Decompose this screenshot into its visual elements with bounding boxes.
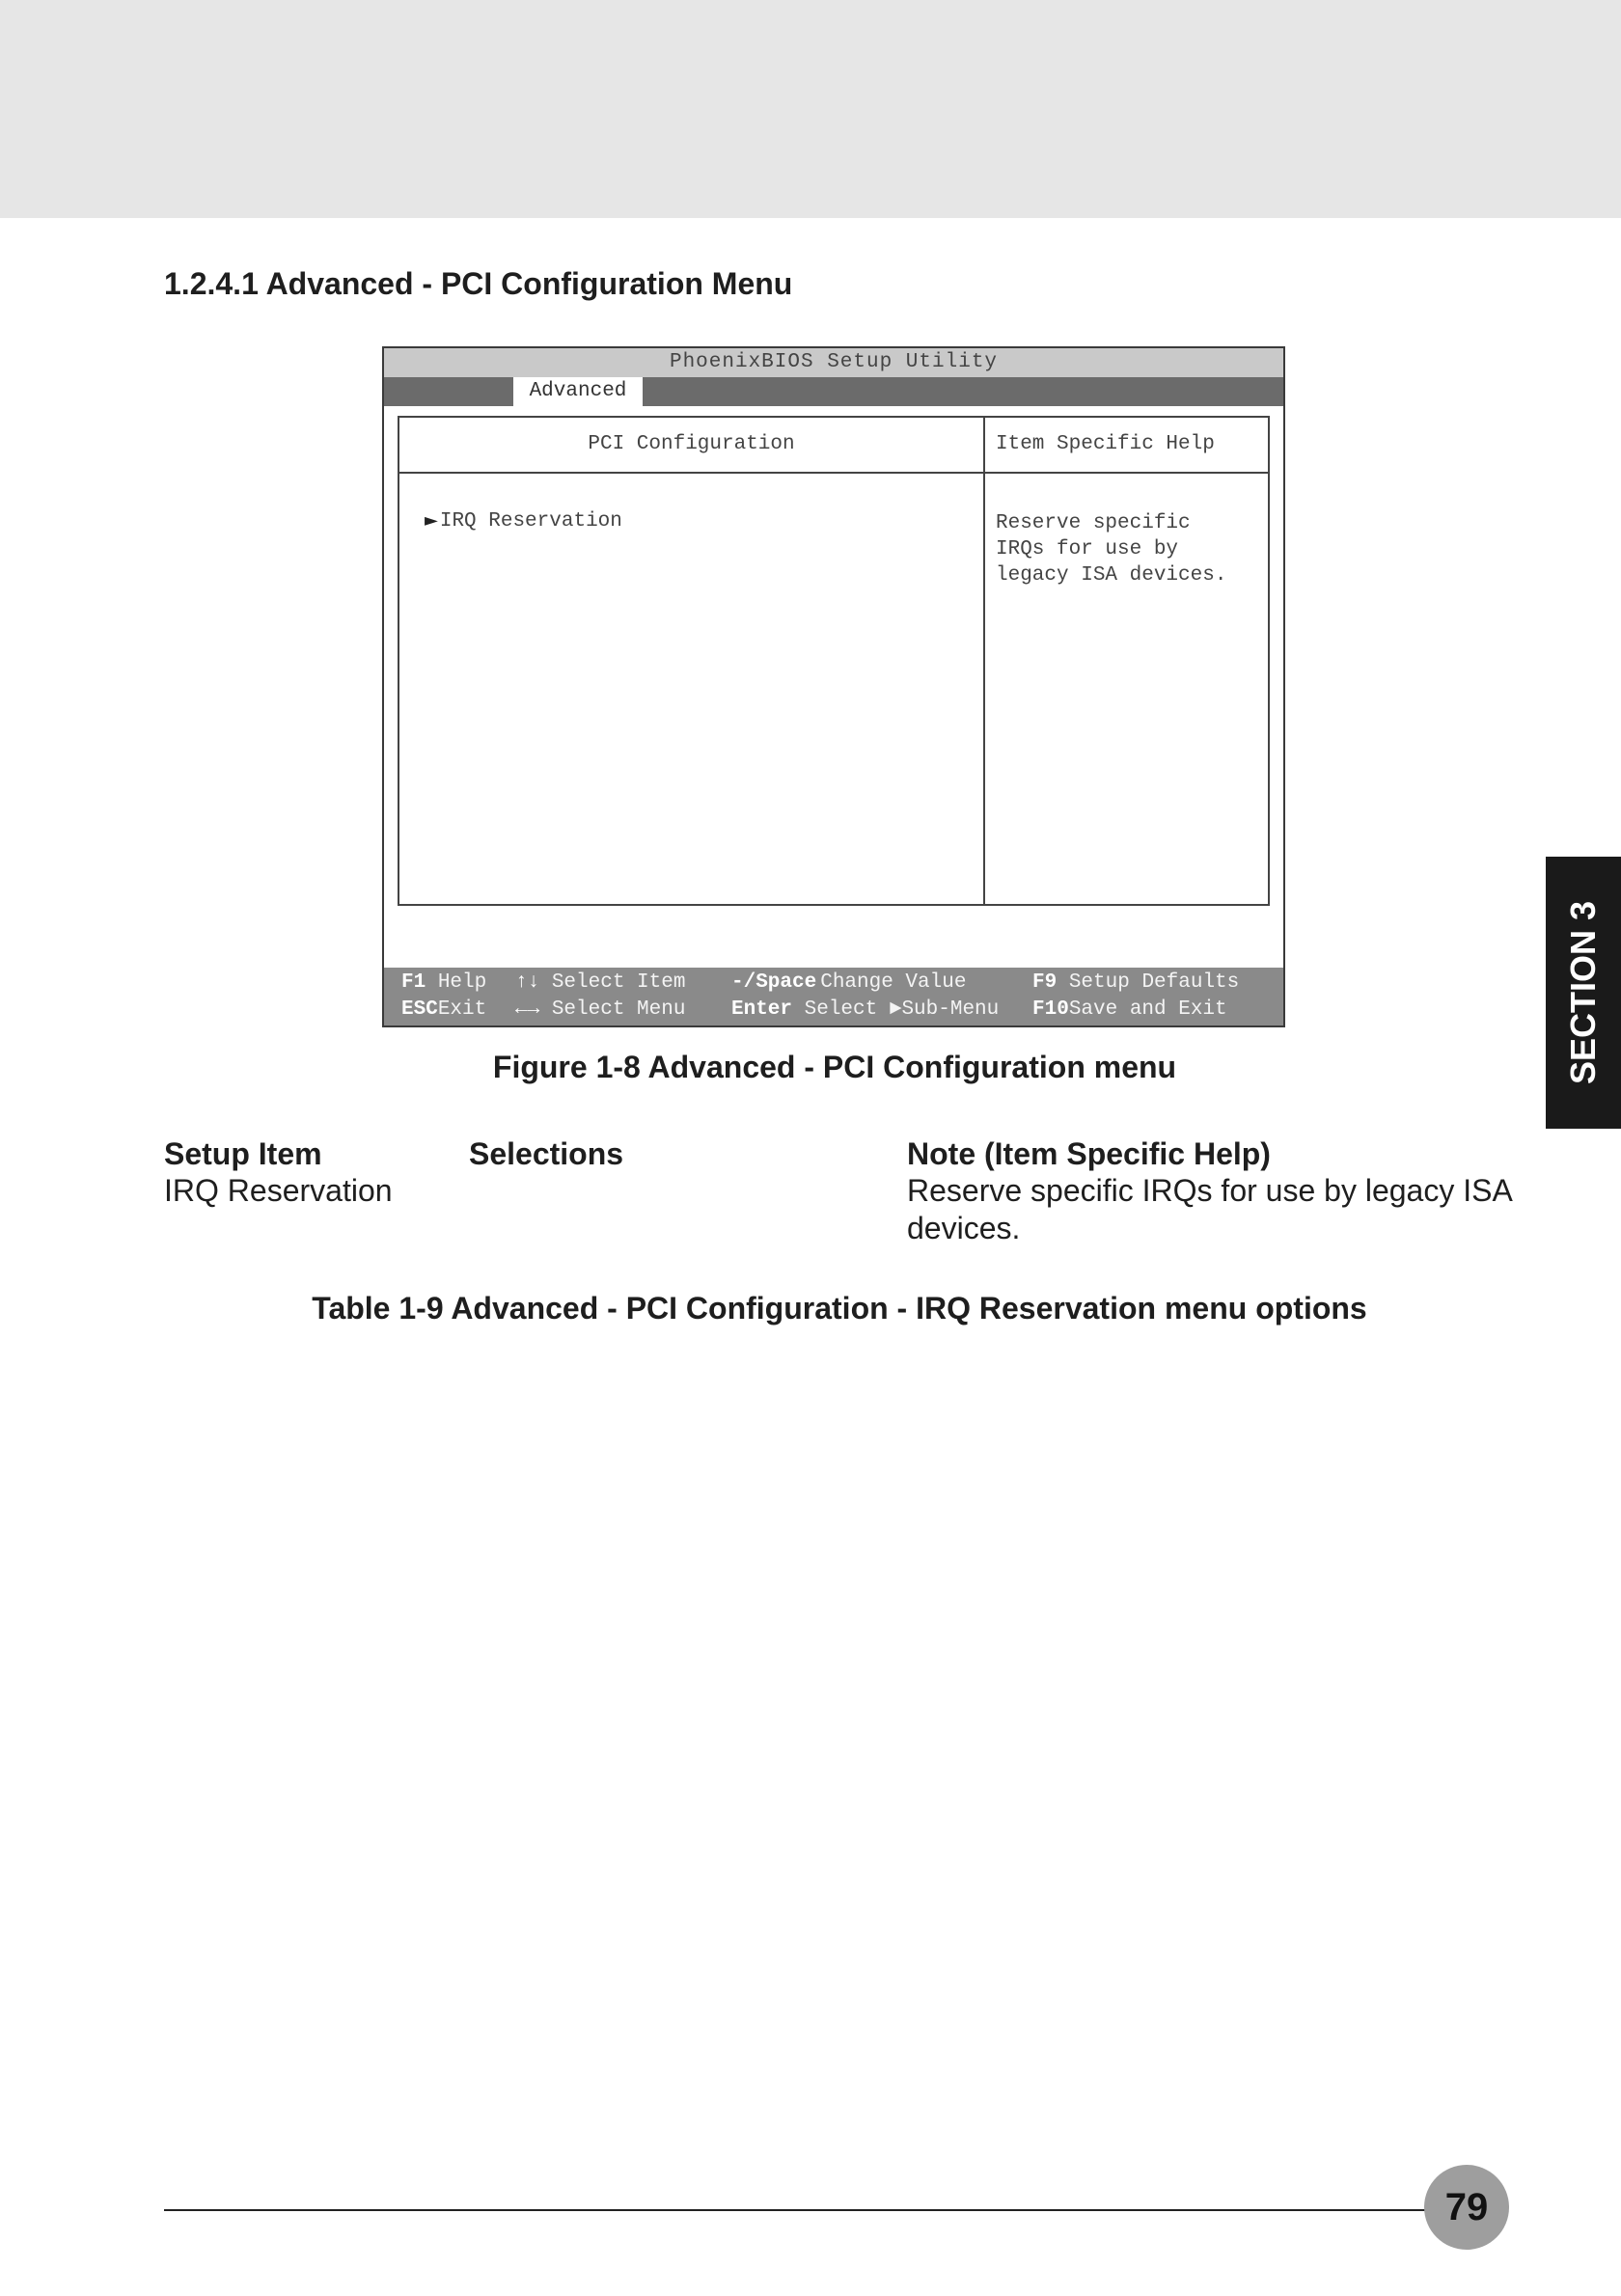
page-number-badge	[1424, 2165, 1509, 2250]
footer-key-updown: ↑↓ Select Item	[515, 971, 686, 994]
footer-key-enter: Enter Select ►Sub-Menu	[731, 998, 1000, 1021]
page-number: 79	[1444, 2186, 1489, 2228]
bios-footer	[384, 968, 1283, 1025]
footer-key-f1: F1 Help	[401, 971, 487, 994]
footer-rule	[164, 2209, 1486, 2211]
footer-key-leftright: ←→ Select Menu	[515, 998, 686, 1021]
section-tab: SECTION 3	[1546, 857, 1621, 1129]
page-heading: 1.2.4.1 Advanced - PCI Configuration Menu	[164, 266, 793, 301]
bios-title: PhoenixBIOS Setup Utility	[384, 348, 1283, 377]
header-band	[0, 0, 1621, 218]
footer-key-space: -/Space Change Value	[731, 971, 967, 994]
panel-title: PCI Configuration	[588, 433, 795, 455]
help-title: Item Specific Help	[996, 433, 1215, 455]
footer-key-f10: F10Save and Exit	[1032, 998, 1227, 1021]
table-header-note: Note (Item Specific Help)	[907, 1136, 1271, 1171]
footer-key-esc: ESCExit	[401, 998, 487, 1021]
header-divider	[399, 472, 1268, 474]
table-header-selections: Selections	[469, 1136, 624, 1171]
table-cell-note: Reserve specific IRQs for use by legacy ISA devices.	[907, 1173, 1512, 1245]
bios-screenshot	[382, 346, 1285, 1027]
footer-key-f9: F9 Setup Defaults	[1032, 971, 1240, 994]
bios-menu-bar	[384, 377, 1283, 406]
tab-advanced[interactable]: Advanced	[513, 377, 643, 406]
table-cell-item: IRQ Reservation	[164, 1173, 393, 1208]
table-caption: Table 1-9 Advanced - PCI Configuration - IRQ Reservation menu options	[312, 1291, 1367, 1326]
panel-divider	[983, 418, 985, 904]
figure-caption: Figure 1-8 Advanced - PCI Configuration menu	[492, 1050, 1177, 1084]
help-text: Reserve specific IRQs for use by legacy ISA devices.	[996, 512, 1227, 587]
menu-item-irq-reservation[interactable]	[425, 510, 622, 533]
table-header-setup-item: Setup Item	[164, 1136, 322, 1171]
menu-item-label: IRQ Reservation	[439, 510, 622, 533]
submenu-arrow-icon: ►	[425, 510, 438, 531]
bios-panel	[398, 416, 1270, 906]
